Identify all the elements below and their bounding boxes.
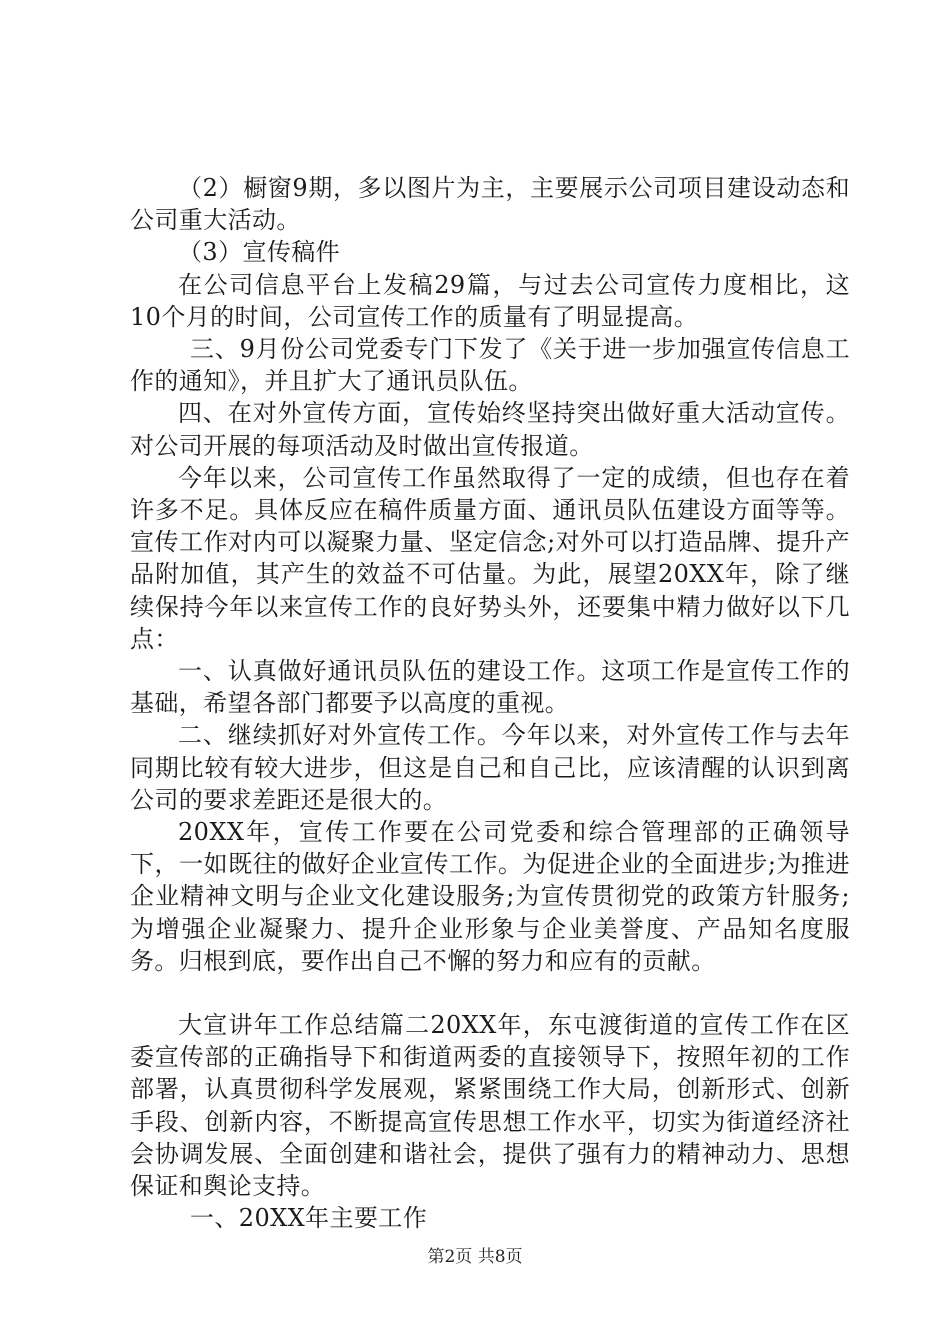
document-body (130, 172, 850, 1235)
paragraph-part-two-intro: 大宣讲年工作总结篇二20XX年，东屯渡街道的宣传工作在区委宣传部的正确指导下和街道两委的直接领导下，按照年初的工作部署，认真贯彻科学发展观，紧紧围绕工作大局，创新形式、创新手段、创新内容，不断提高宣传思想工作水平，切实为街道经济社会协调发展、全面创建和谐社会，提供了强有力的精神动力、思想保证和舆论支持。 (130, 1011, 850, 1201)
paragraph-info-platform: 在公司信息平台上发稿29篇，与过去公司宣传力度相比，这10个月的时间，公司宣传工作的质量有了明显提高。 (130, 270, 850, 331)
paragraph-point-two: 二、继续抓好对外宣传工作。今年以来，对外宣传工作与去年同期比较有较大进步，但这是自己和自己比，应该清醒的认识到离公司的要求差距还是很大的。 (130, 721, 850, 814)
page-footer: 第2页 共8页 (427, 1247, 523, 1267)
paragraph-window-display: （2）橱窗9期，多以图片为主，主要展示公司项目建设动态和公司重大活动。 (130, 174, 850, 235)
paragraph-20xx-plan: 20XX年，宣传工作要在公司党委和综合管理部的正确领导下，一如既往的做好企业宣传工作。为促进企业的全面进步;为推进企业精神文明与企业文化建设服务;为宣传贯彻党的政策方针服务;为增强企业凝聚力、提升企业形象与企业美誉度、产品知名度服务。归根到底，要作出自己不懈的努力和应有的贡献。 (130, 818, 850, 975)
blank-line (130, 977, 850, 1009)
paragraph-publicity-drafts-heading: （3）宣传稿件 (178, 238, 341, 267)
paragraph-item-three: 三、9月份公司党委专门下发了《关于进一步加强宣传信息工作的通知》，并且扩大了通讯员队伍。 (130, 335, 850, 396)
paragraph-main-work-heading: 一、20XX年主要工作 (190, 1204, 428, 1233)
paragraph-shortcomings: 今年以来，公司宣传工作虽然取得了一定的成绩，但也存在着许多不足。具体反应在稿件质量方面、通讯员队伍建设方面等等。宣传工作对内可以凝聚力量、坚定信念;对外可以打造品牌、提升产品附加值，其产生的效益不可估量。为此，展望20XX年，除了继续保持今年以来宣传工作的良好势头外，还要集中精力做好以下几点： (130, 463, 850, 653)
paragraph-point-one: 一、认真做好通讯员队伍的建设工作。这项工作是宣传工作的基础，希望各部门都要予以高度的重视。 (130, 657, 850, 718)
paragraph-item-four: 四、在对外宣传方面，宣传始终坚持突出做好重大活动宣传。对公司开展的每项活动及时做出宣传报道。 (130, 399, 850, 460)
